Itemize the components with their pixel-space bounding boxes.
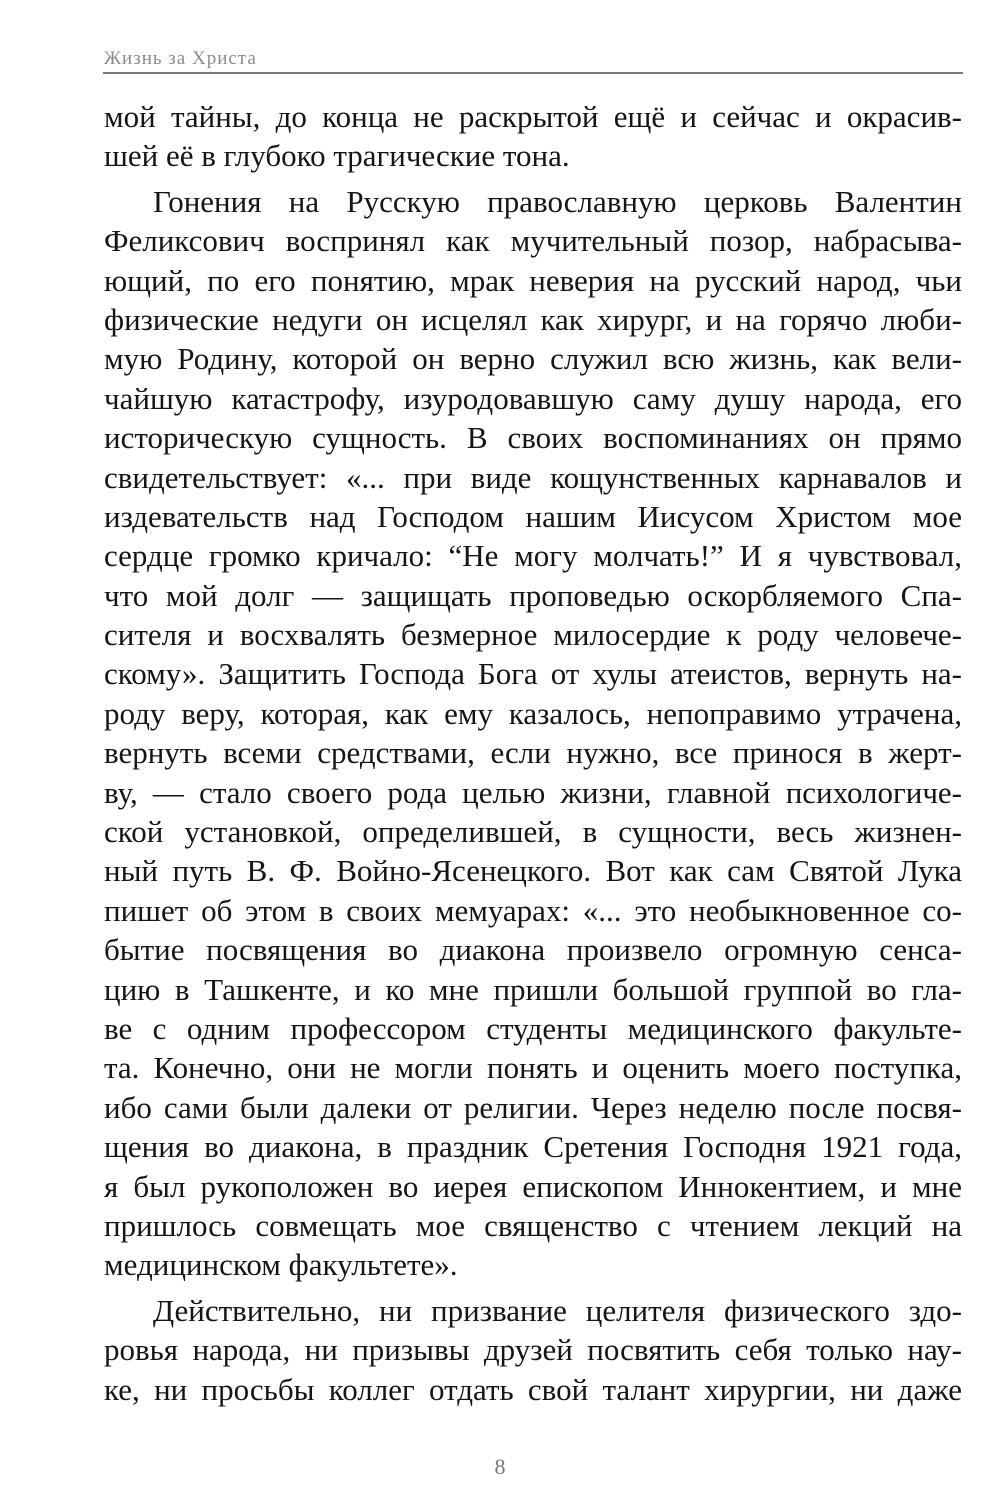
text-line: ибо сами были далеки от религии. Через неделю после посвя- (104, 1089, 962, 1125)
text-line: ву, — стало своего рода целью жизни, главной психологиче- (104, 774, 962, 810)
text-line: та. Конечно, они не могли понять и оценить моего поступка, (104, 1050, 962, 1086)
text-line: скому». Защитить Господа Бога от хулы атеистов, вернуть на- (104, 656, 962, 692)
running-title: Жизнь за Христа (104, 48, 257, 69)
text-line: что мой долг — защищать проповедью оскорбляемого Спа- (104, 577, 962, 613)
text-line: издевательств над Господом нашим Иисусом Христом мое (104, 498, 962, 534)
paragraph (104, 97, 962, 176)
body-text (104, 97, 962, 1409)
text-line: ный путь В. Ф. Войно-Ясенецкого. Вот как сам Святой Лука (104, 853, 962, 889)
text-line: Действительно, ни призвание целителя физического здо- (153, 1292, 962, 1328)
page-number: 8 (494, 1454, 506, 1479)
text-line: мую Родину, которой он верно служил всю жизнь, как вели- (104, 341, 962, 377)
text-line: мой тайны, до конца не раскрытой ещё и сейчас и окрасив- (104, 99, 962, 134)
text-line: сителя и восхвалять безмерное милосердие к роду человече- (104, 617, 962, 653)
paragraph (104, 182, 962, 1285)
text-line: я был рукоположен во иерея епископом Иннокентием, и мне (104, 1168, 962, 1204)
text-line: чайшую катастрофу, изуродовавшую саму душу народа, его (104, 380, 962, 416)
text-line: сердце громко кричало: “Не могу молчать!” И я чувствовал, (104, 538, 962, 574)
paragraph (104, 1291, 962, 1409)
header-rule (103, 72, 963, 74)
text-line: щения во диакона, в праздник Сретения Господня 1921 года, (104, 1129, 962, 1165)
text-line: свидетельствует: «... при виде кощунственных карнавалов и (104, 459, 962, 495)
text-line: цию в Ташкенте, и ко мне пришли большой группой во гла- (104, 971, 962, 1007)
text-line: Феликсович воспринял как мучительный позор, набрасыва- (104, 223, 962, 259)
text-line: роду веру, которая, как ему казалось, непоправимо утрачена, (104, 695, 962, 731)
text-line: пишет об этом в своих мемуарах: «... это необыкновенное со- (104, 892, 962, 928)
text-line: ке, ни просьбы коллег отдать свой талант хирургии, ни даже (104, 1371, 962, 1407)
text-line: пришлось совмещать мое священство с чтением лекций на (104, 1207, 962, 1243)
text-line: физические недуги он исцелял как хирург, и на горячо люби- (104, 301, 962, 337)
text-line: Гонения на Русскую православную церковь Валентин (153, 183, 962, 219)
text-line: ве с одним профессором студенты медицинского факульте- (104, 1010, 962, 1046)
text-line: медицинском факультете». (104, 1247, 458, 1283)
text-line: вернуть всеми средствами, если нужно, все принося в жерт- (104, 735, 962, 771)
text-line: ровья народа, ни призывы друзей посвятить себя только нау- (104, 1332, 962, 1368)
text-line: шей её в глубоко трагические тона. (104, 138, 570, 174)
text-line: бытие посвящения во диакона произвело огромную сенса- (104, 932, 962, 968)
text-line: историческую сущность. В своих воспоминаниях он прямо (104, 420, 962, 456)
text-line: ющий, по его понятию, мрак неверия на русский народ, чьи (104, 262, 962, 298)
text-line: ской установкой, определившей, в сущности, весь жизнен- (104, 814, 962, 850)
